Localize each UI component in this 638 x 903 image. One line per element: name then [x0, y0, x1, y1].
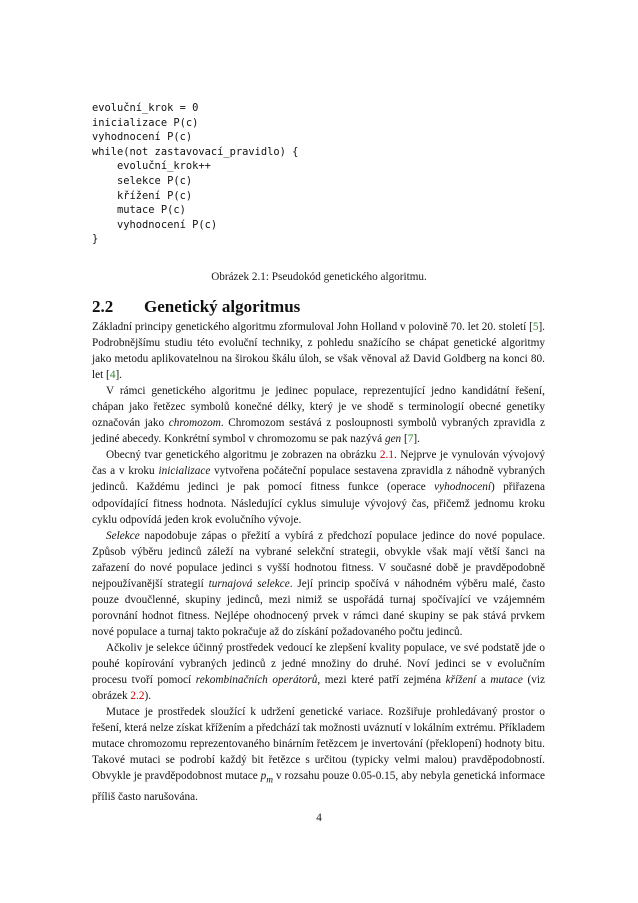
text-run: vytvořena počáteční populace sestavena zpravidla z náhodně vybraných jedinců. Každému jedinci je pak pomocí fitness funkce (operace — [92, 465, 545, 494]
figure-ref-link[interactable]: 2.1 — [379, 449, 394, 462]
code-line: vyhodnocení P(c) — [92, 218, 218, 231]
citation-link[interactable]: 4 — [109, 369, 116, 382]
paragraph — [92, 319, 545, 383]
text-run: ]. — [413, 433, 420, 446]
text-run: v rozsahu pouze 0.05-0.15, aby nebyla genetická informace příliš často narušována. — [92, 770, 545, 803]
emphasis: Selekce — [106, 529, 140, 542]
text-run: Základní principy genetického algoritmu zformuloval John Holland v polovině 70. let 20. století [ — [92, 321, 533, 333]
code-line: while(not zastavovací_pravidlo) { — [92, 145, 299, 158]
figure-ref-link[interactable]: 2.2 — [130, 690, 145, 703]
code-line: inicializace P(c) — [92, 116, 199, 129]
code-line: mutace P(c) — [92, 204, 186, 217]
text-run: , mezi které patří zejména — [317, 674, 446, 687]
text-run: V rámci genetického algoritmu je jedinec populace, reprezentující jedno kandidátní řešení, chápan jako řetězec symbolů konečné délky, který je ve shodě s terminologií obecné genetiky označován jako — [92, 385, 545, 430]
section-number: 2.2 — [92, 297, 114, 316]
pseudocode-block — [92, 101, 552, 247]
text-run: . Její princip spočívá v náhodném výběru malé, často pouze dvoučlenné, skupiny jedinců, mezi nimiž se uspořádá turnaj spočívající ve vzájemném porovnání hodnot fitness. Nejlépe ohodnocený prvek v rámci dané skupiny se pak stává prvkem nové populace a turnaj takto pokračuje až do získání požadovaného počtu jedinců. — [92, 577, 546, 638]
text-run: ]. — [115, 369, 122, 382]
text-run: ) přiřazena odpovídající fitness hodnota. Následující cyklus simuluje vývojový čas, přičemž jednomu kroku cyklu odpovídá jeden krok evolučního vývoje. — [92, 481, 545, 526]
math-symbol: p — [260, 770, 267, 783]
paragraph — [92, 447, 545, 527]
code-line: křížení P(c) — [92, 189, 193, 202]
emphasis: křížení — [445, 674, 477, 687]
page-number: 4 — [316, 812, 322, 824]
math-subscript: m — [266, 775, 274, 786]
emphasis: turnajová selekce — [208, 577, 290, 590]
section-heading — [92, 296, 300, 318]
text-run: Obecný tvar genetického algoritmu je zobrazen na obrázku — [106, 449, 380, 462]
code-line: evoluční_krok++ — [92, 160, 211, 173]
body-text — [92, 319, 545, 805]
code-line: evoluční_krok = 0 — [92, 102, 199, 114]
citation-link[interactable]: 7 — [407, 433, 414, 446]
text-run: napodobuje zápas o přežití a vybírá z předchozí populace jedince do nové populace. Způsob výběru jedinců záleží na vybrané selekční strategii, obvykle však mají větší šanci na zařazení do nové populace jedinci s vyšší hodnotou fitness. V současné době je pravděpodobně nejpoužívanější strategií — [92, 529, 545, 590]
emphasis: rekombinačních operátorů — [195, 674, 318, 687]
text-run: ). — [144, 690, 152, 703]
text-run: . Chromozom sestává z posloupnosti symbolů vybraných zpravidla z jediné abecedy. Konkrétní symbol v chromozomu se pak nazývá — [92, 417, 545, 446]
text-run: [ — [401, 433, 408, 446]
paragraph — [92, 640, 545, 704]
paragraph — [92, 704, 545, 805]
text-run: Ačkoliv je selekce účinný prostředek vedoucí ke zlepšení kvality populace, ve své podstatě jde o pouhé kopírování vybraných jedinců z jedné množiny do druhé. Noví jedinci se v evolučním procesu tvoří pomocí — [92, 641, 545, 687]
paragraph — [92, 383, 545, 447]
code-line: selekce P(c) — [92, 174, 193, 187]
text-run: (viz obrázek — [92, 674, 546, 703]
text-run: a — [476, 674, 491, 687]
code-line: vyhodnocení P(c) — [92, 131, 193, 144]
emphasis: chromozom — [168, 417, 221, 430]
text-run: Mutace je prostředek sloužící k udržení genetické variace. Rozšiřuje prohledávaný prostor o řešení, která nelze získat křížením a předchází tak možnosti uváznutí v lokálním extrému. Příkladem mutace chromozomu reprezentovaného binárním řetězcem je invertování (překlopení) hodnoty bitu. Takové mutaci se podrobí každý bit řetězce s určitou (typicky velmi malou) pravděpodobností. Obvykle je pravděpodobnost mutace — [92, 706, 545, 783]
section-title: Genetický algoritmus — [144, 297, 301, 316]
paragraph — [92, 528, 545, 640]
citation-link[interactable]: 5 — [532, 321, 539, 333]
emphasis: inicializace — [158, 465, 211, 478]
text-run: ]. Podrobnějšímu studiu této evoluční techniky, z pohledu snažícího se chápat genetické algoritmy jako metodu aplikovatelnou na širokou škálu úloh, se však věnoval až David Goldberg na konci 80. let [ — [92, 321, 545, 382]
code-line: } — [92, 233, 99, 246]
figure-caption: Obrázek 2.1: Pseudokód genetického algoritmu. — [211, 271, 427, 283]
emphasis: vyhodnocení — [434, 481, 491, 494]
text-run: . Nejprve je vynulován vývojový čas a v kroku — [92, 449, 545, 478]
emphasis: mutace — [490, 674, 523, 687]
emphasis: gen — [384, 433, 402, 446]
